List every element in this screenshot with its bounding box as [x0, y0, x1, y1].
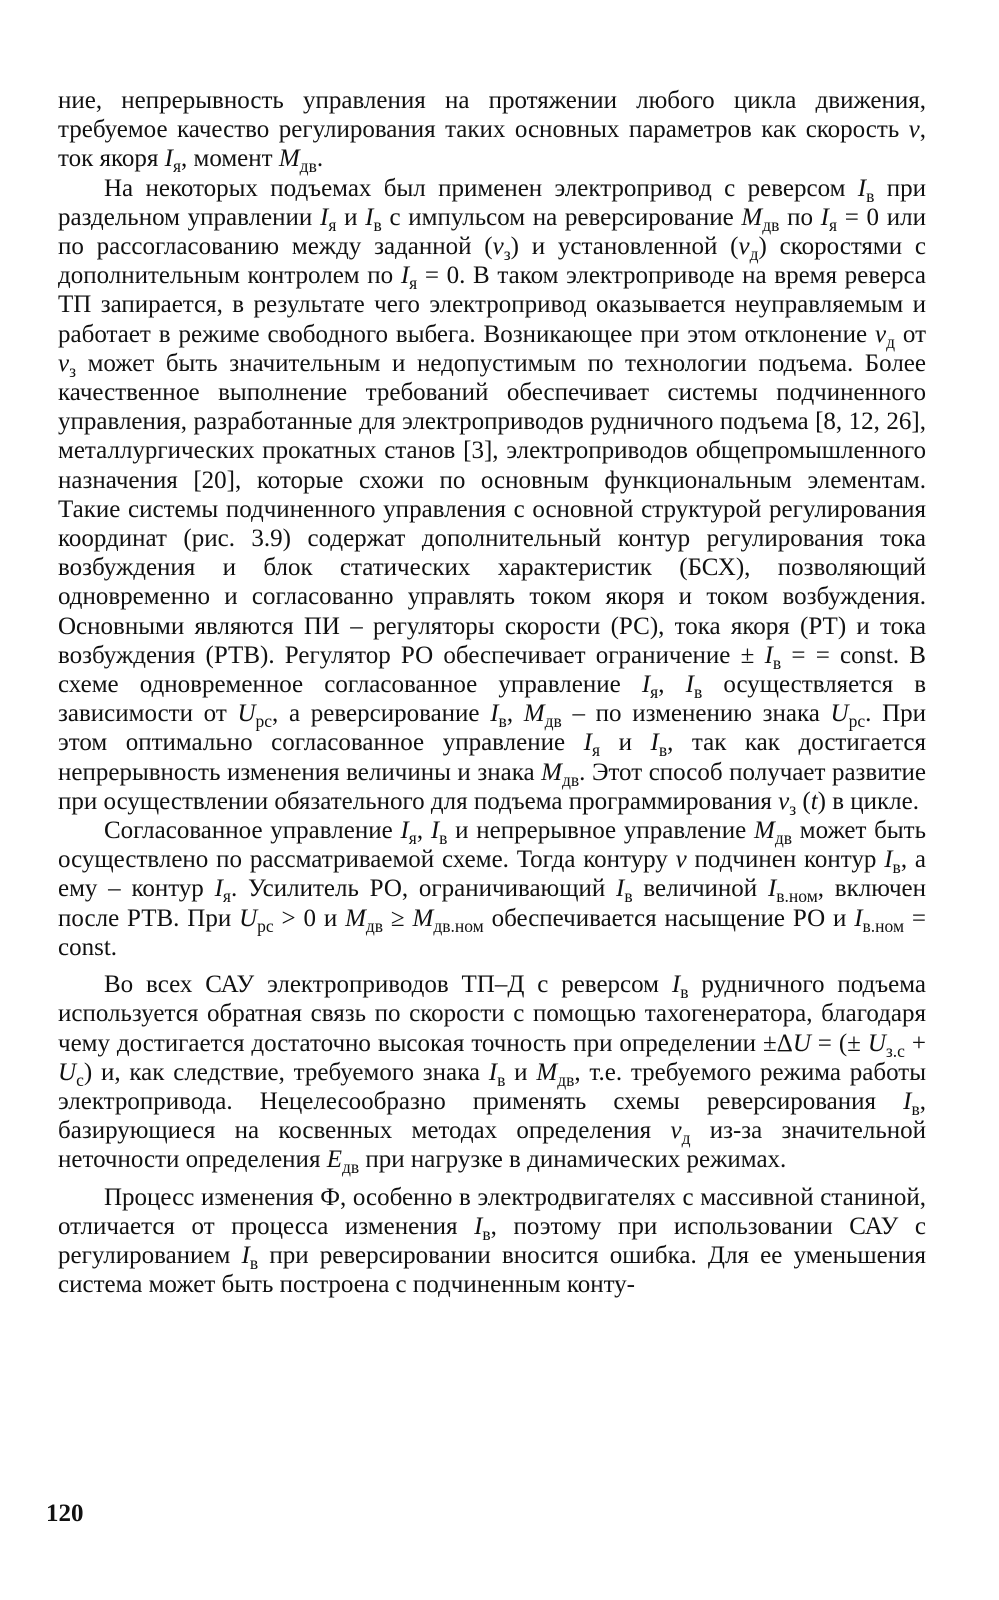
- paragraph-1: ние, непрерывность управления на протяжении любого цикла движения, требуемое качество регулирования таких основных параметров как скорость v, ток якоря $I_я$, момент $M_{дв}$.: [58, 87, 926, 177]
- page-number: 120: [46, 1500, 84, 1527]
- paragraph-4: Во всех САУ электроприводов ТП–Д с реверсом $I_в$ рудничного подъема используется обратная связь по скорости с помощью тахогенератора, благодаря чему достигается достаточно высокая точность при определении ±ΔU = (± $U_{з.с} + U_с$) и, как следствие, требуемого знака $I_в$ и $M_{дв}$, т.е. требуемого режима работы электропривода. Нецелесообразно применять схемы реверсирования $I_в$, базирующиеся на косвенных методах определения $v_д$ из-за значительной неточности определения $E_{дв}$ при нагрузке в динамических режимах.: [58, 971, 927, 1178]
- paragraph-3: Согласованное управление $I_я$, $I_в$ и непрерывное управление $M_{дв}$ может быть осуществлено по рассматриваемой схеме. Тогда контуру v подчинен контур $I_в$, а ему – контур $I_я$. Усилитель РО, ограничивающий $I_в$ величиной $I_{в.ном}$, включен после РТВ. При $U_{рс} > 0$ и $M_{дв} \ge M_{дв.ном}$ обеспечивается насыщение РО и $I_{в.ном}$ = const.: [58, 817, 926, 961]
- paragraph-5: Процесс изменения Ф, особенно в электродвигателях с массивной станиной, отличается от процесса изменения $I_в$, поэтому при использовании САУ с регулированием $I_в$ при реверсировании вносится ошибка. Для ее уменьшения система может быть построена с подчиненным конту-: [58, 1183, 926, 1299]
- paragraph-2: На некоторых подъемах был применен электропривод с реверсом $I_в$ при раздельном управлении $I_я$ и $I_в$ с импульсом на реверсирование $M_{дв}$ по $I_я = 0$ или по рассогласованию между заданной $(v_з)$ и установленной $(v_д)$ скоростями с дополнительным контролем по $I_я = 0$. В таком электроприводе на время реверса ТП запирается, в результате чего электропривод оказывается неуправляемым и работает в режиме свободного выбега. Возникающее при этом отклонение $v_д$ от $v_з$ может быть значительным и недопустимым по технологии подъема. Более качественное выполнение требований обеспечивает системы подчиненного управления, разработанные для электроприводов рудничного подъема [8, 12, 26], металлургических прокатных станов [3], электроприводов общепромышленного назначения [20], которые схожи по основным функциональным элементам. Такие системы подчиненного управления с основной структурой регулирования координат (рис. 3.9) содержат дополнительный контур регулирования тока возбуждения и блок статических характеристик (БСХ), позволяющий одновременно и согласованно управлять током якоря и током возбуждения. Основными являются ПИ – регуляторы скорости (РС), тока якоря (РТ) и тока возбуждения (РТВ). Регулятор РО обеспечивает ограничение ± $I_в$ = = const. В схеме одновременное согласованное управление $I_я$, $I_в$ осуществляется в зависимости от $U_{рс}$, а реверсирование $I_в$, $M_{дв}$ – по изменению знака $U_{рс}$. При этом оптимально согласованное управление $I_я$ и $I_в$, так как достигается непрерывность изменения величины и знака $M_{дв}$. Этот способ получает развитие при осуществлении обязательного для подъема программирования $v_з$ (t) в цикле.: [58, 174, 926, 819]
- page-body: [58, 86, 926, 1299]
